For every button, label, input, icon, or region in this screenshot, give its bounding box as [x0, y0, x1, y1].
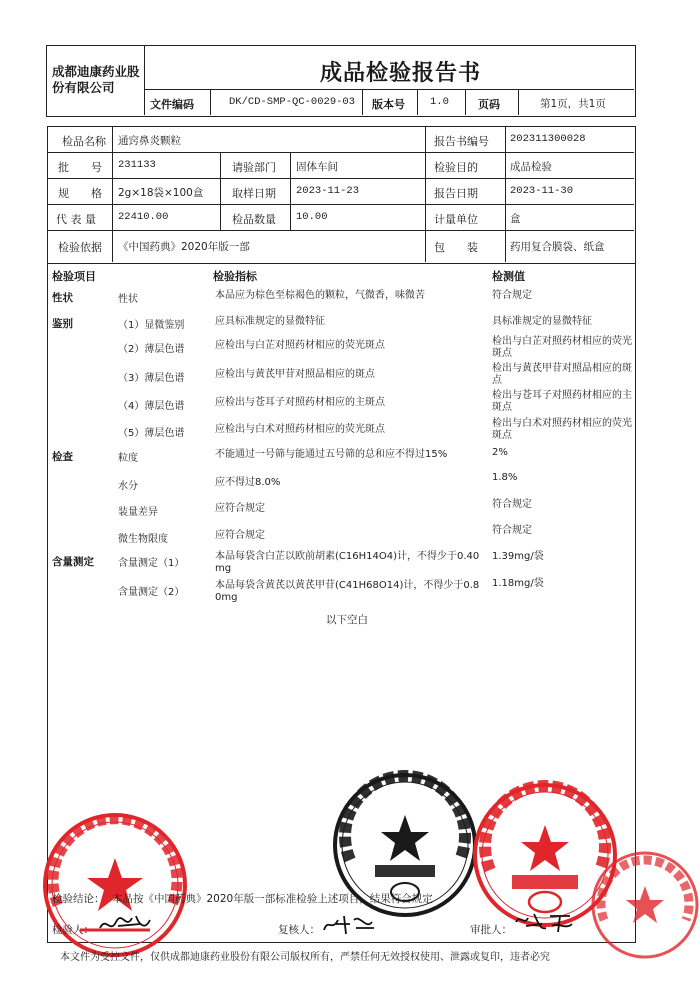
row-category: 检查: [52, 451, 73, 463]
row-subitem: 性状: [118, 294, 138, 305]
rep-qty-label: 代 表 量: [56, 213, 96, 226]
report-date: 2023-11-30: [510, 185, 574, 197]
package-label: 包 装: [434, 241, 478, 254]
version-label: 版本号: [372, 98, 405, 111]
row-standard: 应符合规定: [215, 530, 265, 541]
row-standard: 应符合规定: [215, 503, 265, 514]
row-result: 1.18mg/袋: [492, 578, 544, 589]
copyright-notice: 本文件为受控文件，仅供成都迪康药业股份有限公司版权所有，严禁任何无效授权使用、泄露或复印，违者必究: [60, 952, 550, 963]
row-standard: 本品每袋含黄芪以黄芪甲苷(C41H68O14)计，不得少于0.80mg: [215, 580, 480, 603]
package: 药用复合膜袋、纸盒: [510, 241, 605, 253]
row-subitem: （3）薄层色谱: [118, 373, 185, 384]
spec: 2g×18袋×100盒: [118, 187, 204, 199]
row-result: 检出与白术对照药材相应的荧光斑点: [492, 418, 632, 441]
basis-label: 检验依据: [58, 241, 102, 254]
purpose-label: 检验目的: [434, 161, 478, 174]
page-number: 第1页，共1页: [540, 98, 606, 110]
approver-label: 审批人：: [470, 924, 512, 936]
report-no-label: 报告书编号: [434, 135, 489, 148]
row-subitem: （1）显微鉴别: [118, 320, 185, 331]
sample-date-label: 取样日期: [232, 187, 276, 200]
col-std-header: 检验指标: [213, 270, 257, 283]
inspector-signature: [96, 912, 156, 936]
row-standard: 应检出与黄芪甲苷对照品相应的斑点: [215, 369, 375, 380]
row-subitem: 水分: [118, 481, 138, 492]
batch-label: 批 号: [58, 161, 102, 174]
row-standard: 应检出与白芷对照药材相应的荧光斑点: [215, 340, 385, 351]
row-result: 符合规定: [492, 290, 532, 301]
doc-no-label: 文件编码: [150, 98, 194, 111]
report-no: 202311300028: [510, 133, 586, 145]
row-result: 符合规定: [492, 499, 532, 510]
row-subitem: （2）薄层色谱: [118, 344, 185, 355]
row-result: 2%: [492, 447, 508, 458]
row-subitem: 粒度: [118, 453, 138, 464]
reviewer-label: 复核人：: [278, 924, 320, 936]
row-subitem: 含量测定（1）: [118, 558, 185, 569]
col-item-header: 检验项目: [52, 270, 96, 283]
unit-label: 计量单位: [434, 213, 478, 226]
spec-label: 规 格: [58, 187, 102, 200]
company-name: 成都迪康药业股份有限公司: [52, 64, 140, 95]
row-subitem: （4）薄层色谱: [118, 401, 185, 412]
sample-date: 2023-11-23: [296, 185, 360, 197]
row-result: 1.8%: [492, 472, 518, 483]
dept: 固体车间: [296, 161, 338, 173]
batch-no: 231133: [118, 159, 156, 171]
report-title: 成品检验报告书: [320, 61, 482, 86]
row-category: 鉴别: [52, 318, 73, 330]
inspector-label: 检验人：: [52, 924, 94, 936]
row-standard: 应检出与苍耳子对照药材相应的主斑点: [215, 397, 385, 408]
product-name: 通窍鼻炎颗粒: [118, 135, 181, 147]
row-standard: 应具标准规定的显微特征: [215, 316, 325, 327]
col-result-header: 检测值: [492, 270, 525, 283]
doc-no: DK/CD-SMP-QC-0029-03: [229, 96, 356, 108]
row-subitem: 微生物限度: [118, 534, 168, 545]
conclusion-text: 本品按《中国药典》2020年版一部标准检验上述项目，结果符合规定: [112, 893, 433, 905]
basis: 《中国药典》2020年版一部: [118, 241, 250, 253]
row-result: 具标准规定的显微特征: [492, 316, 592, 327]
approver-signature: [512, 910, 578, 936]
row-category: 性状: [52, 292, 73, 304]
row-standard: 应不得过8.0%: [215, 477, 281, 488]
row-subitem: 装量差异: [118, 507, 158, 518]
row-result: 检出与苍耳子对照药材相应的主斑点: [492, 390, 632, 413]
product-label: 检品名称: [62, 135, 106, 148]
sample-qty-label: 检品数量: [232, 213, 276, 226]
stamp-suzhou-huatai: [590, 850, 700, 960]
report-date-label: 报告日期: [434, 187, 478, 200]
blank-note: 以下空白: [326, 614, 368, 626]
reviewer-signature: [320, 912, 380, 936]
row-subitem: （5）薄层色谱: [118, 428, 185, 439]
sample-qty: 10.00: [296, 211, 328, 223]
row-result: 1.39mg/袋: [492, 551, 544, 562]
dept-label: 请验部门: [232, 161, 276, 174]
conclusion-label: 检验结论：: [52, 893, 105, 905]
stamp-sichuan-dikang: [40, 810, 190, 960]
purpose: 成品检验: [510, 161, 552, 173]
row-subitem: 含量测定（2）: [118, 587, 185, 598]
row-standard: 本品每袋含白芷以欧前胡素(C16H14O4)计，不得少于0.40mg: [215, 551, 480, 574]
row-standard: 本品应为棕色至棕褐色的颗粒，气微香，味微苦: [215, 290, 425, 301]
row-standard: 应检出与白术对照药材相应的荧光斑点: [215, 424, 385, 435]
row-standard: 不能通过一号筛与能通过五号筛的总和应不得过15%: [215, 449, 448, 460]
row-result: 检出与黄芪甲苷对照品相应的斑点: [492, 363, 632, 386]
rep-qty: 22410.00: [118, 211, 169, 223]
page-label: 页码: [478, 98, 500, 111]
row-result: 检出与白芷对照药材相应的荧光斑点: [492, 336, 632, 359]
version: 1.0: [430, 96, 449, 108]
row-result: 符合规定: [492, 525, 532, 536]
unit: 盒: [510, 213, 521, 225]
row-category: 含量测定: [52, 556, 94, 568]
